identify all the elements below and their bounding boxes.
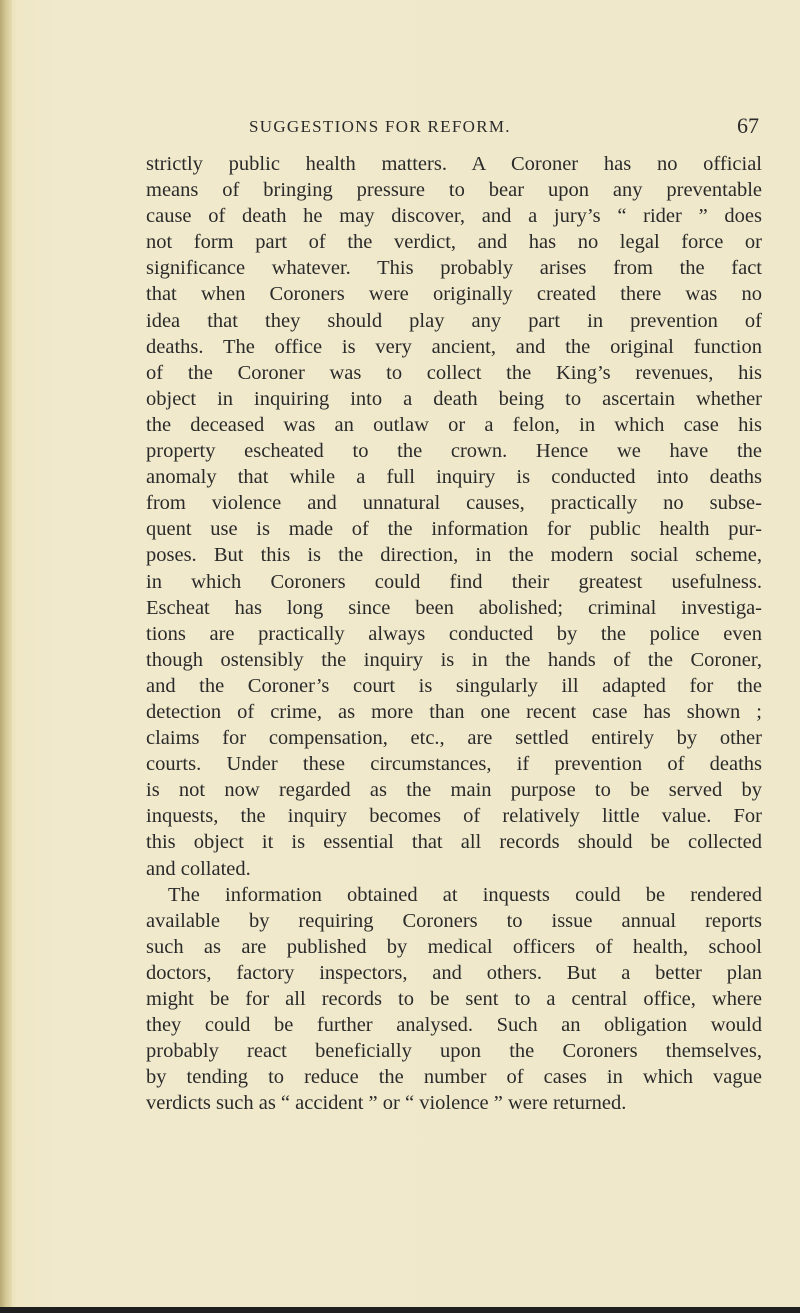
- text-line: and the Coroner’s court is singularly ill adapted for the: [146, 674, 762, 697]
- text-line: detection of crime, as more than one recent case has shown ;: [146, 700, 762, 723]
- page-binding-edge: [0, 0, 12, 1313]
- page-number: 67: [737, 113, 759, 138]
- text-line: courts. Under these circumstances, if prevention of deaths: [146, 753, 762, 776]
- text-line: quent use is made of the information for public health pur-: [146, 518, 762, 541]
- text-line: such as are published by medical officers of health, school: [146, 935, 762, 958]
- text-line: of the Coroner was to collect the King’s revenues, his: [146, 361, 762, 384]
- text-line: doctors, factory inspectors, and others. But a better plan: [146, 961, 762, 984]
- text-line: anomaly that while a full inquiry is conducted into deaths: [146, 466, 762, 489]
- text-line: available by requiring Coroners to issue annual reports: [146, 909, 762, 932]
- text-line: poses. But this is the direction, in the modern social scheme,: [146, 544, 762, 567]
- text-line: by tending to reduce the number of cases in which vague: [146, 1066, 762, 1089]
- body-text: [146, 151, 762, 1116]
- text-line: not form part of the verdict, and has no legal force or: [146, 231, 762, 254]
- text-line: Escheat has long since been abolished; criminal investiga-: [146, 596, 762, 619]
- text-line: tions are practically always conducted by the police even: [146, 622, 762, 645]
- text-line: the deceased was an outlaw or a felon, in which case his: [146, 413, 762, 436]
- text-line: this object it is essential that all records should be collected: [146, 831, 762, 854]
- text-line: is not now regarded as the main purpose to be served by: [146, 779, 762, 802]
- text-line: property escheated to the crown. Hence we have the: [146, 440, 762, 463]
- text-line: that when Coroners were originally created there was no: [146, 283, 762, 306]
- text-line: object in inquiring into a death being to ascertain whether: [146, 387, 762, 410]
- text-line: strictly public health matters. A Coroner has no official: [146, 153, 762, 175]
- text-line: cause of death he may discover, and a jury’s “ rider ” does: [146, 205, 762, 228]
- text-line: significance whatever. This probably arises from the fact: [146, 257, 762, 280]
- text-line: they could be further analysed. Such an obligation would: [146, 1014, 762, 1037]
- text-line: though ostensibly the inquiry is in the hands of the Coroner,: [146, 648, 762, 671]
- bottom-edge-rule: [0, 1307, 800, 1313]
- text-line: idea that they should play any part in prevention of: [146, 309, 762, 332]
- text-line: inquests, the inquiry becomes of relatively little value. For: [146, 805, 762, 828]
- text-line: deaths. The office is very ancient, and the original function: [146, 335, 762, 358]
- text-line: might be for all records to be sent to a central office, where: [146, 988, 762, 1010]
- running-head: [249, 113, 759, 141]
- text-line: claims for compensation, etc., are settled entirely by other: [146, 727, 762, 750]
- text-line: verdicts such as “ accident ” or “ violence ” were returned.: [146, 1092, 627, 1115]
- text-line: in which Coroners could find their greatest usefulness.: [146, 570, 762, 593]
- text-line: and collated.: [146, 857, 251, 880]
- text-line: from violence and unnatural causes, practically no subse-: [146, 492, 762, 515]
- text-line: means of bringing pressure to bear upon any preventable: [146, 179, 762, 202]
- text-line: probably react beneficially upon the Coroners themselves,: [146, 1040, 762, 1063]
- text-line: The information obtained at inquests could be rendered: [168, 883, 762, 906]
- running-title: SUGGESTIONS FOR REFORM.: [249, 117, 511, 136]
